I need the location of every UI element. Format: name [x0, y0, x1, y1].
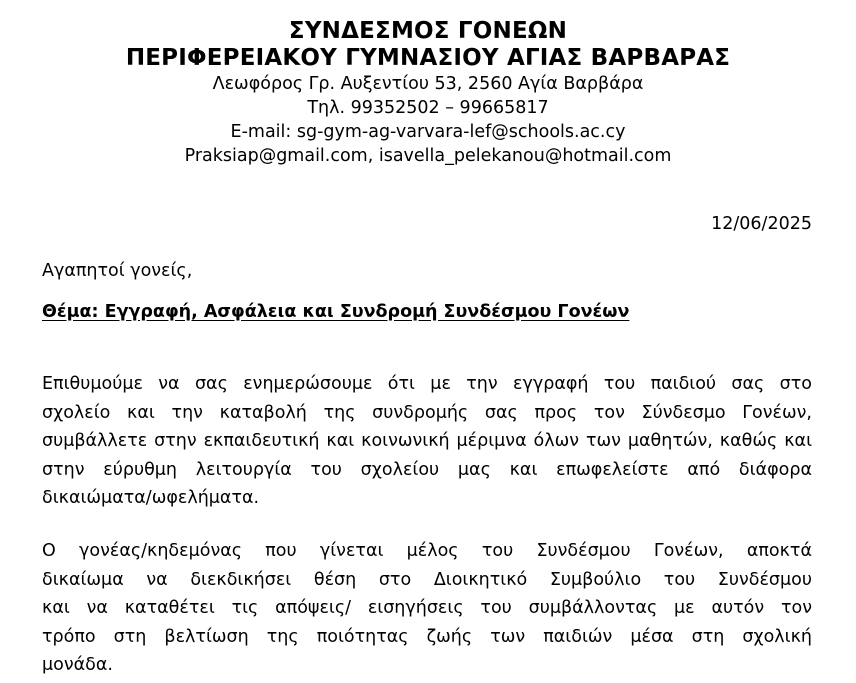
address: Λεωφόρος Γρ. Αυξεντίου 53, 2560 Αγία Βαρβάρα [212, 74, 644, 94]
letter-date: 12/06/2025 [711, 214, 812, 234]
greeting: Αγαπητοί γονείς, [42, 261, 193, 281]
school-name: ΠΕΡΙΦΕΡΕΙΑΚΟΥ ΓΥΜΝΑΣΙΟΥ ΑΓΙΑΣ ΒΑΡΒΑΡΑΣ [125, 45, 731, 71]
paragraph-line: και να καταθέτει τις απόψεις/ εισηγήσεις του συμβάλλοντας με αυτόν τον [42, 598, 812, 619]
phone-numbers: Τηλ. 99352502 – 99665817 [307, 98, 549, 118]
email-school: E-mail: sg-gym-ag-varvara-lef@schools.ac.cy [230, 122, 626, 142]
paragraph-line: Επιθυμούμε να σας ενημερώσουμε ότι με την εγγραφή του παιδιού σας στο [42, 374, 812, 394]
paragraph-line: τρόπο στη βελτίωση της ποιότητας ζωής των παιδιών μέσα στη σχολική [42, 626, 812, 647]
paragraph-line: συμβάλλετε στην εκπαιδευτική και κοινωνική μέριμνα όλων των μαθητών, καθώς και [42, 431, 812, 452]
letterhead [0, 18, 856, 168]
paragraph-registration [42, 370, 812, 513]
association-name: ΣΥΝΔΕΣΜΟΣ ΓΟΝΕΩΝ [288, 18, 568, 44]
paragraph-line: μονάδα. [42, 655, 113, 676]
paragraph-line: δικαιώματα/ωφελήματα. [42, 488, 260, 509]
paragraph-membership [42, 537, 812, 680]
paragraph-line: Ο γονέας/κηδεμόνας που γίνεται μέλος του Συνδέσμου Γονέων, αποκτά [42, 541, 812, 561]
email-contacts: Praksiap@gmail.com, isavella_pelekanou@hotmail.com [184, 146, 672, 166]
paragraph-line: στην εύρυθμη λειτουργία του σχολείου μας και επωφελείστε από διάφορα [42, 459, 812, 480]
paragraph-line: σχολείο και την καταβολή της συνδρομής σας προς τον Σύνδεσμο Γονέων, [42, 402, 812, 423]
paragraph-line: δικαίωμα να διεκδικήσει θέση στο Διοικητικό Συμβούλιο του Συνδέσμου [42, 569, 812, 590]
subject-line: Θέμα: Εγγραφή, Ασφάλεια και Συνδρομή Συνδέσμου Γονέων [42, 302, 630, 322]
